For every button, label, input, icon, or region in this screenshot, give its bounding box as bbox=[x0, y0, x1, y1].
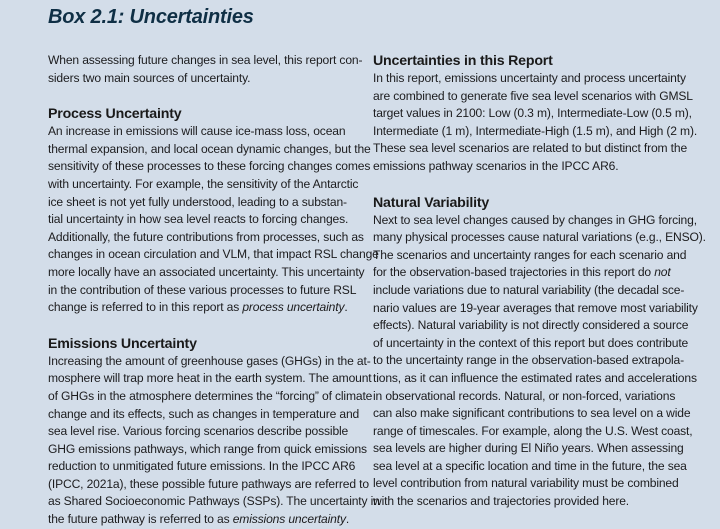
text-line: in the contribution of these various processes to future RSL bbox=[48, 282, 357, 297]
text-line: siders two main sources of uncertainty. bbox=[48, 70, 251, 85]
text-line: range of timescales. For example, along the U.S. West coast, bbox=[373, 423, 693, 438]
text-line: sea levels are higher during El Niño years. When assessing bbox=[373, 441, 684, 456]
box-title: Box 2.1: Uncertainties bbox=[48, 6, 254, 28]
text-line: nario values are 19-year averages that remove most variability bbox=[373, 300, 698, 315]
emphasis-term: emissions uncertainty bbox=[232, 512, 346, 527]
emissions-paragraph bbox=[48, 353, 380, 529]
text-line: Additionally, the future contributions from processes, such as bbox=[48, 229, 364, 244]
text-line: Intermediate (1 m), Intermediate-High (1.5 m), and High (2 m). bbox=[373, 123, 698, 138]
text-run: for the observation-based trajectories in this report do bbox=[373, 265, 655, 280]
left-column bbox=[48, 52, 380, 529]
text-run: the future pathway is referred to as bbox=[48, 512, 233, 527]
text-line: sea level rise. Various forcing scenarios describe possible bbox=[48, 424, 349, 439]
section-heading-process: Process Uncertainty bbox=[48, 106, 182, 123]
text-line: When assessing future changes in sea level, this report con- bbox=[48, 53, 363, 67]
section-heading-report: Uncertainties in this Report bbox=[373, 53, 553, 69]
text-line: sea level at a specific location and time in the future, the sea bbox=[373, 458, 687, 473]
text-line: An increase in emissions will cause ice-mass loss, ocean bbox=[48, 124, 346, 139]
text-line: tions, as it can influence the estimated rates and accelerations bbox=[373, 370, 697, 385]
text-line: with the scenarios and trajectories provided here. bbox=[373, 494, 630, 509]
text-line: emissions pathway scenarios in the IPCC AR6. bbox=[373, 158, 619, 173]
text-line: Next to sea level changes caused by changes in GHG forcing, bbox=[373, 212, 697, 227]
text-line bbox=[48, 511, 366, 529]
text-line: level contribution from natural variability must be combined bbox=[373, 476, 679, 491]
text-line: more locally have an associated uncertainty. This uncertainty bbox=[48, 264, 365, 279]
emphasis-term: process uncertainty bbox=[242, 300, 345, 315]
text-line: (IPCC, 2021a), these possible future pathways are referred to bbox=[48, 476, 369, 491]
text-line: many physical processes cause natural variations (e.g., ENSO). bbox=[373, 230, 706, 245]
text-line: These sea level scenarios are related to but distinct from the bbox=[373, 141, 688, 156]
emphasis-term: not bbox=[654, 265, 671, 280]
text-line: target values in 2100: Low (0.3 m), Intermediate-Low (0.5 m), bbox=[373, 106, 692, 121]
text-line: of uncertainty in the context of this report but does contribute bbox=[373, 335, 689, 350]
text-line: ice sheet is not yet fully understood, leading to a substan- bbox=[48, 194, 347, 209]
process-paragraph bbox=[48, 123, 379, 317]
text-line: sensitivity of these processes to these forcing changes comes bbox=[48, 159, 371, 174]
text-line: mosphere will trap more heat in the earth system. The amount bbox=[48, 371, 372, 386]
section-heading-natural: Natural Variability bbox=[373, 194, 490, 211]
right-column bbox=[373, 52, 706, 511]
text-line bbox=[48, 299, 366, 317]
intro-paragraph bbox=[48, 52, 366, 87]
text-line: reduction to unmitigated future emissions. In the IPCC AR6 bbox=[48, 459, 356, 474]
natural-paragraph bbox=[373, 212, 706, 511]
text-line: The scenarios and uncertainty ranges for each scenario and bbox=[373, 247, 687, 262]
text-line: are combined to generate five sea level scenarios with GMSL bbox=[373, 88, 693, 103]
text-line: tial uncertainty in how sea level reacts to forcing changes. bbox=[48, 212, 349, 227]
text-run: change is referred to in this report as bbox=[48, 300, 243, 315]
text-line bbox=[373, 264, 703, 282]
text-line: in observational records. Natural, or non-forced, variations bbox=[373, 388, 676, 403]
text-line: to the uncertainty range in the observation-based extrapola- bbox=[373, 353, 685, 368]
text-line: as Shared Socioeconomic Pathways (SSPs). The uncertainty in bbox=[48, 494, 380, 509]
text-line: include variations due to natural variability (the decadal sce- bbox=[373, 282, 685, 297]
text-line: can also make significant contributions to sea level on a wide bbox=[373, 406, 691, 421]
text-run: . bbox=[344, 300, 348, 315]
text-line: of GHGs in the atmosphere determines the “forcing” of climate bbox=[48, 388, 373, 403]
text-line: effects). Natural variability is not directly considered a source bbox=[373, 318, 689, 333]
text-line: In this report, emissions uncertainty and process uncertainty bbox=[373, 71, 686, 85]
text-line: Increasing the amount of greenhouse gases (GHGs) in the at- bbox=[48, 353, 371, 368]
section-heading-emissions: Emissions Uncertainty bbox=[48, 335, 197, 352]
text-line: changes in ocean circulation and VLM, that impact RSL change bbox=[48, 247, 379, 262]
text-line: change and its effects, such as changes in temperature and bbox=[48, 406, 360, 421]
text-run: . bbox=[345, 512, 350, 527]
text-line: GHG emissions pathways, which range from quick emissions bbox=[48, 441, 367, 456]
text-line: with uncertainty. For example, the sensitivity of the Antarctic bbox=[48, 176, 359, 191]
report-paragraph bbox=[373, 70, 703, 176]
text-line: thermal expansion, and local ocean dynamic changes, but the bbox=[48, 141, 371, 156]
